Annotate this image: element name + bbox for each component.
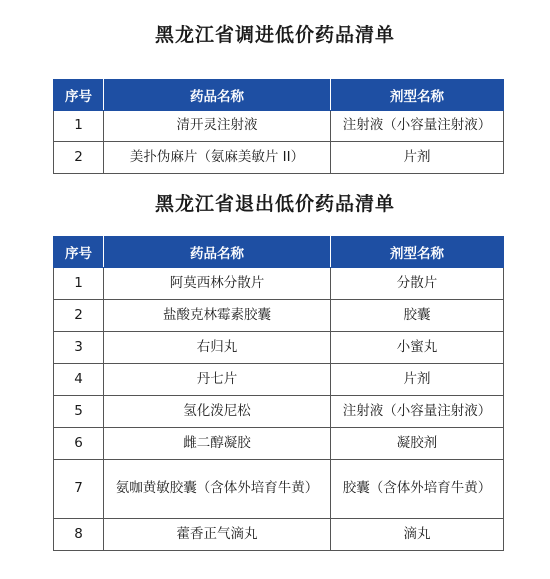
cell-serial: 6 bbox=[54, 428, 104, 460]
imported-drugs-table bbox=[53, 79, 504, 174]
cell-dosage-form: 胶囊 bbox=[331, 300, 504, 332]
cell-dosage-form: 滴丸 bbox=[331, 519, 504, 551]
cell-drug-name: 雌二醇凝胶 bbox=[104, 428, 331, 460]
cell-dosage-form: 注射液（小容量注射液） bbox=[331, 111, 504, 142]
table-row bbox=[54, 428, 504, 460]
table-row bbox=[54, 364, 504, 396]
cell-serial: 5 bbox=[54, 396, 104, 428]
table-header-row bbox=[54, 80, 504, 111]
cell-serial: 1 bbox=[54, 111, 104, 142]
cell-drug-name: 清开灵注射液 bbox=[104, 111, 331, 142]
cell-serial: 2 bbox=[54, 300, 104, 332]
cell-serial: 2 bbox=[54, 142, 104, 174]
section-title-withdrawn: 黑龙江省退出低价药品清单 bbox=[154, 193, 395, 215]
table-header-row bbox=[54, 237, 504, 268]
cell-drug-name: 盐酸克林霉素胶囊 bbox=[104, 300, 331, 332]
header-serial: 序号 bbox=[54, 80, 104, 111]
cell-dosage-form: 胶囊（含体外培育牛黄） bbox=[331, 460, 504, 519]
header-dosage-form: 剂型名称 bbox=[331, 80, 504, 111]
table-row bbox=[54, 519, 504, 551]
cell-dosage-form: 凝胶剂 bbox=[331, 428, 504, 460]
cell-dosage-form: 片剂 bbox=[331, 142, 504, 174]
cell-serial: 1 bbox=[54, 268, 104, 300]
table-row bbox=[54, 460, 504, 519]
cell-drug-name: 美扑伪麻片（氨麻美敏片 II） bbox=[104, 142, 331, 174]
cell-drug-name: 阿莫西林分散片 bbox=[104, 268, 331, 300]
cell-serial: 4 bbox=[54, 364, 104, 396]
header-drug-name: 药品名称 bbox=[104, 237, 331, 268]
cell-dosage-form: 片剂 bbox=[331, 364, 504, 396]
withdrawn-drugs-table bbox=[53, 236, 504, 551]
cell-drug-name: 右归丸 bbox=[104, 332, 331, 364]
cell-dosage-form: 分散片 bbox=[331, 268, 504, 300]
cell-serial: 8 bbox=[54, 519, 104, 551]
section-title-imported: 黑龙江省调进低价药品清单 bbox=[154, 24, 395, 46]
table-row bbox=[54, 300, 504, 332]
header-drug-name: 药品名称 bbox=[104, 80, 331, 111]
cell-serial: 3 bbox=[54, 332, 104, 364]
header-dosage-form: 剂型名称 bbox=[331, 237, 504, 268]
cell-dosage-form: 小蜜丸 bbox=[331, 332, 504, 364]
cell-drug-name: 藿香正气滴丸 bbox=[104, 519, 331, 551]
table-row bbox=[54, 268, 504, 300]
table-row bbox=[54, 142, 504, 174]
cell-drug-name: 氢化泼尼松 bbox=[104, 396, 331, 428]
table-row bbox=[54, 111, 504, 142]
cell-drug-name: 丹七片 bbox=[104, 364, 331, 396]
cell-drug-name: 氨咖黄敏胶囊（含体外培育牛黄） bbox=[104, 460, 331, 519]
header-serial: 序号 bbox=[54, 237, 104, 268]
cell-dosage-form: 注射液（小容量注射液） bbox=[331, 396, 504, 428]
table-row bbox=[54, 396, 504, 428]
cell-serial: 7 bbox=[54, 460, 104, 519]
table-row bbox=[54, 332, 504, 364]
